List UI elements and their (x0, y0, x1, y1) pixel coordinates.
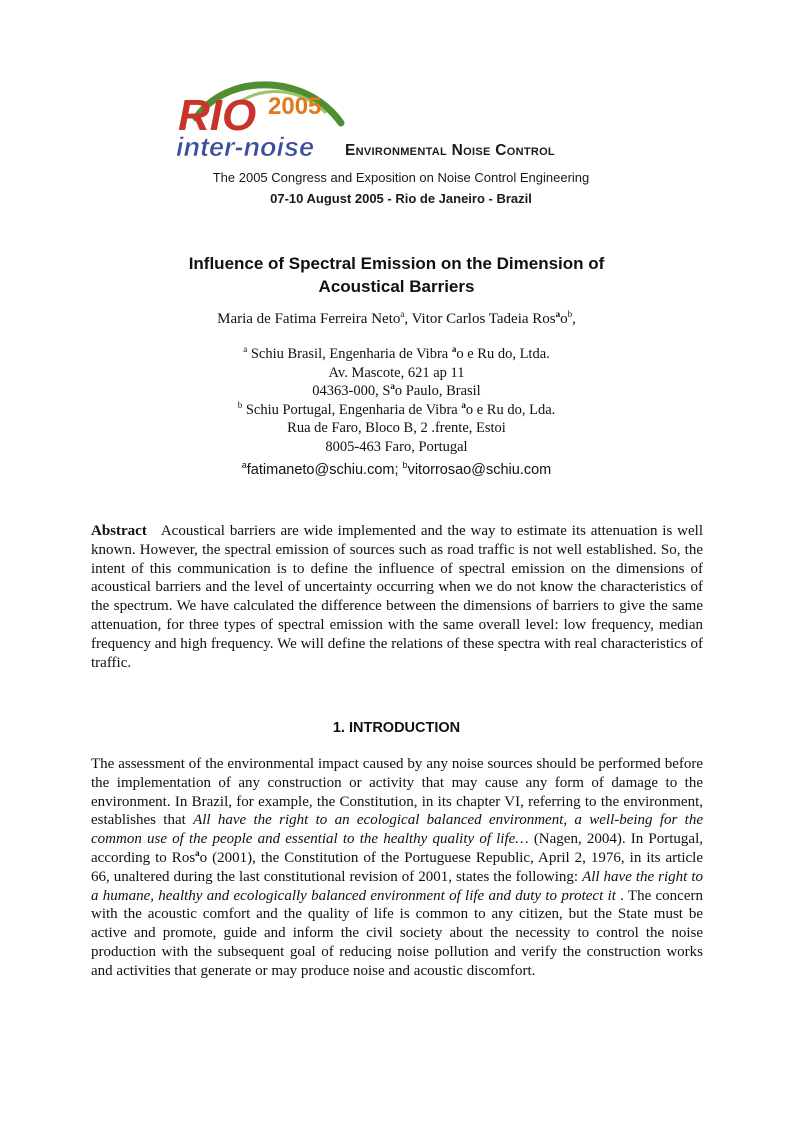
affiliation-line: 8005-463 Faro, Portugal (325, 438, 468, 455)
affiliation-line: Rua de Faro, Bloco B, 2 .frente, Estoi (287, 420, 506, 436)
author-1-sup: a (400, 309, 405, 319)
event-date: 07-10 August 2005 - Rio de Janeiro - Brazil (270, 191, 532, 206)
section-heading: 1. INTRODUCTION (332, 720, 461, 736)
logo-brand: inter-noise (176, 132, 315, 160)
abstract (91, 522, 703, 672)
paper-title-line1: Influence of Spectral Emission on the Dimension of (188, 254, 605, 273)
author-list: Maria de Fatima Ferreira Neto$^a$, Vitor Carlos Tadeia $Ros^ao^b$, (217, 309, 576, 327)
author-2-sup: b (567, 309, 573, 319)
author-1: Maria de Fatima Ferreira Neto (217, 311, 401, 327)
abstract-text: Acoustical barriers are wide implemented and the way to estimate its attenuation is well known. However, the spectral emission of sources such as road traffic is not well established. So, the intent of this communication is to define the influence of spectral emission on the dimensions of acoustical barriers and the level of uncertainty occurring when we do not know the characteristics of the spectrum. We have calculated the difference between the dimensions of barriers to give the same attenuation, for three types of spectral emission with the same overall level: low frequency, median frequency and high frequency. We will define the relations of these spectra with real characteristics of traffic. (91, 523, 703, 671)
event-subtitle: The 2005 Congress and Exposition on Noise Control Engineering (212, 170, 590, 185)
affiliation-line: Av. Mascote, 621 ap 11 (328, 364, 465, 381)
rio-internoise-logo (176, 78, 348, 160)
constitution-quote-brazil: All have the right to an ecological balanced environment, a well-being for the common use of the people and essential to the healthy quality of life… (91, 812, 703, 848)
author-emails: $^a$fatimaneto@schiu.com; $^b$vitorrosao@schiu.com (241, 460, 552, 478)
logo-year: 2005 (268, 93, 322, 120)
email-link-a[interactable]: fatimaneto@schiu.com; (246, 462, 399, 478)
event-title: Environmental Noise Control (345, 142, 555, 159)
affiliation-line: $^a$ Schiu Brasil, Engenharia de Vibra $^a$o e Ru do, Ltda. (243, 344, 550, 362)
abstract-label: Abstract (91, 523, 147, 539)
logo-rio: RIO (178, 91, 257, 140)
paper-title-line2: Acoustical Barriers (318, 277, 475, 296)
constitution-quote-portugal: All have the right to a humane, healthy and ecologically balanced environment of life and duty to protect it (91, 868, 703, 904)
author-2-mid: a (555, 309, 561, 319)
affiliation-line: $^b$ Schiu Portugal, Engenharia de Vibra $^a$o e Ru do, Lda. (237, 399, 556, 418)
affiliation-line: 04363-000, $S^ao$ Paulo, Brasil (312, 381, 481, 399)
author-2: Vitor Carlos Tadeia Ros (411, 311, 556, 327)
email-link-b[interactable]: vitorrosao@schiu.com (407, 462, 552, 478)
affiliations (0, 345, 793, 456)
intro-paragraph: The assessment of the environmental impact caused by any noise sources should be performed before the implementation of any construction or activity that may cause any form of damage to the environment. In Brazil, for example, the Constitution, in its chapter VI, referring to the environment, establishes that All have the right to an ecological balanced environment, a well-being for the common use of the people and essential to the healthy quality of life… (Nagen, 2004). In Portugal, according to Ros$^a$o (2001), the Constitution of the Portuguese Republic, April 2, 1976, in its article 66, unaltered during the last constitutional revision of 2001, states the following: All have the right to a humane, healthy and ecologically balanced environment of life and duty to protect it . The concern with the acoustic comfort and the quality of life is common to any citizen, but the State must be active and promote, guide and inform the civil society about the necessity to control the noise production with the subsequent goal of reducing noise pollution and verify the construction works and activities that generate or may produce noise and acoustic discomfort. (91, 756, 703, 979)
conference-logo (176, 78, 626, 213)
paper-title (0, 252, 793, 298)
